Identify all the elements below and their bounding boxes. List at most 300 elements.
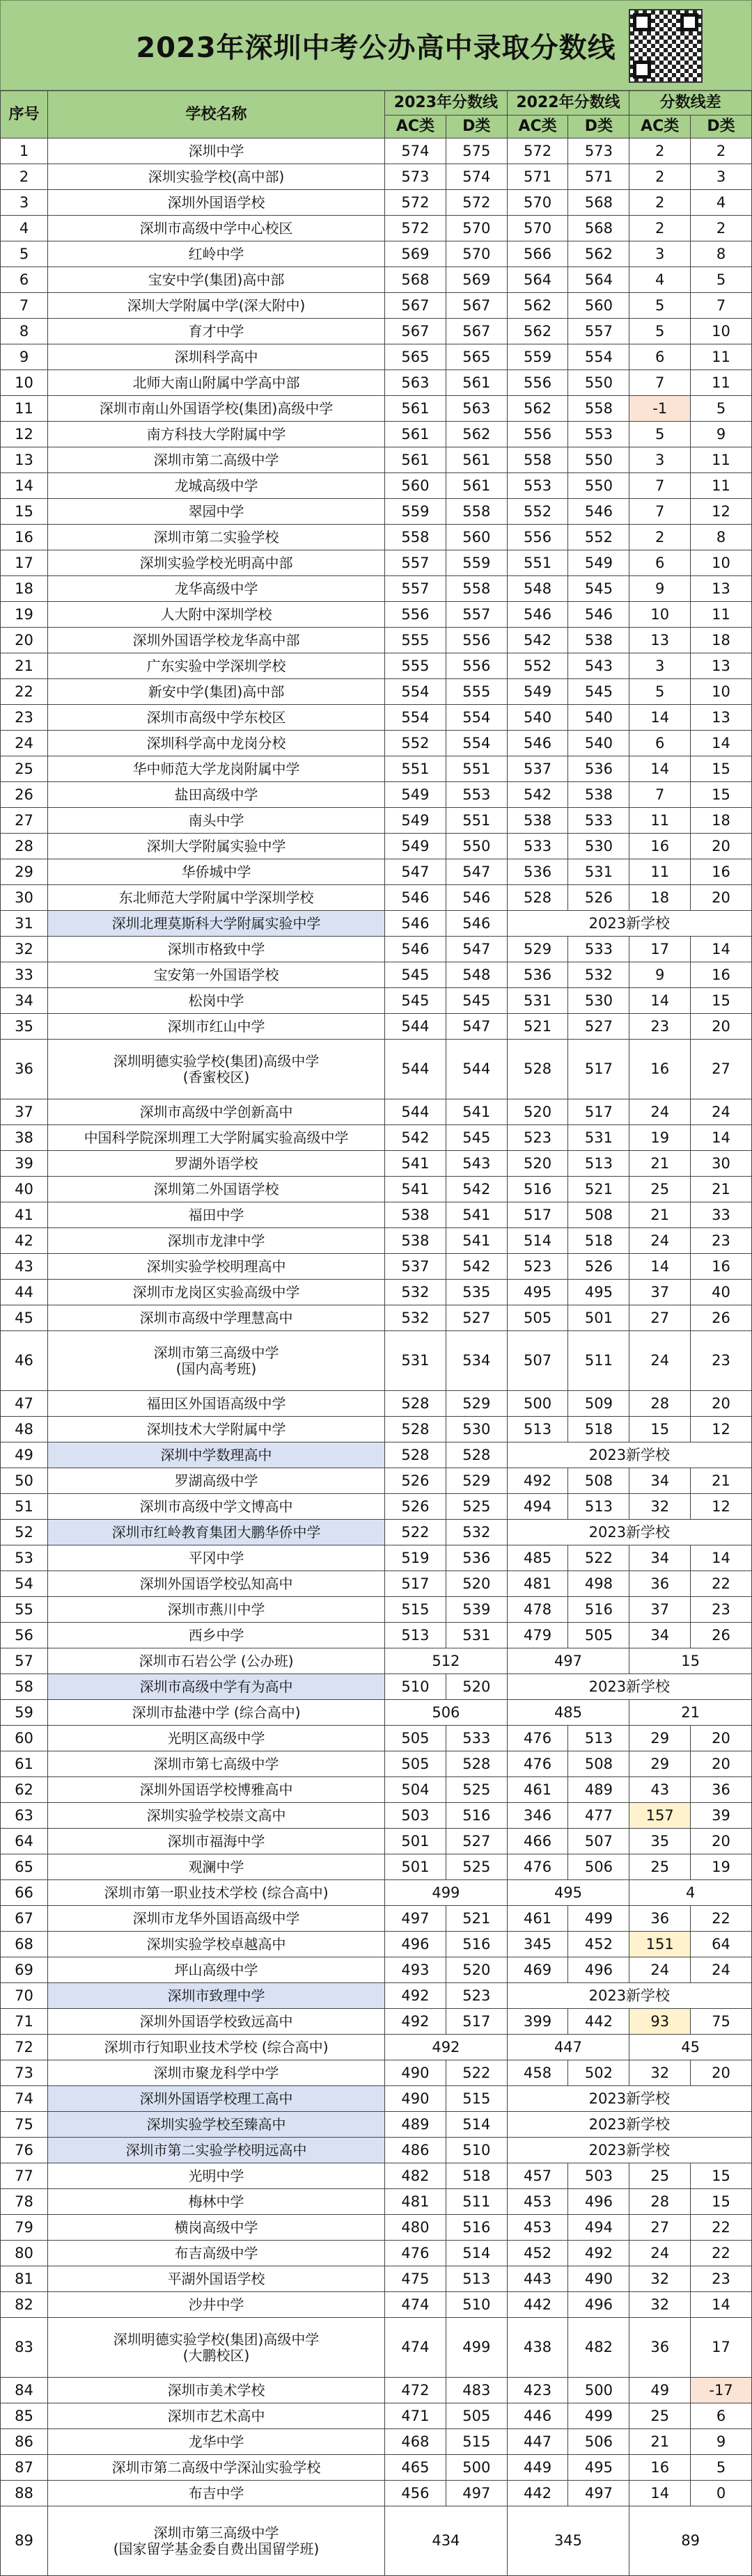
score-2023-d: 520 <box>446 1674 507 1700</box>
score-2022-ac: 552 <box>507 653 568 679</box>
score-2023-d: 544 <box>446 1040 507 1099</box>
score-2022-ac: 523 <box>507 1254 568 1280</box>
score-2023-ac: 526 <box>385 1468 446 1494</box>
header-2023: 2023年分数线 <box>385 91 508 116</box>
score-2022-d: 516 <box>568 1597 629 1623</box>
table-row <box>1 1151 752 1177</box>
school-name: 布吉高级中学 <box>48 2241 385 2266</box>
score-2022-d: 513 <box>568 1726 629 1751</box>
diff-d: 18 <box>691 808 752 834</box>
score-2022-ac: 558 <box>507 447 568 473</box>
score-2022-d: 482 <box>568 2318 629 2378</box>
school-name: 深圳市盐港中学 (综合高中) <box>48 1700 385 1726</box>
table-header <box>1 91 752 138</box>
score-2023-d: 561 <box>446 370 507 396</box>
diff-d: 14 <box>691 1545 752 1571</box>
table-row <box>1 731 752 756</box>
score-2023-ac: 505 <box>385 1726 446 1751</box>
school-name: 深圳实验学校明理高中 <box>48 1254 385 1280</box>
score-2023-d: 525 <box>446 1494 507 1520</box>
row-index: 29 <box>1 859 48 885</box>
school-name: 沙井中学 <box>48 2292 385 2318</box>
score-2023-ac: 549 <box>385 808 446 834</box>
row-index: 59 <box>1 1700 48 1726</box>
score-2023-ac: 549 <box>385 782 446 808</box>
table-row <box>1 2241 752 2266</box>
score-2022-d: 550 <box>568 447 629 473</box>
diff-d: 22 <box>691 1906 752 1932</box>
school-name: 红岭中学 <box>48 241 385 267</box>
score-2022-ac: 461 <box>507 1777 568 1803</box>
table-row <box>1 782 752 808</box>
score-2023-d: 557 <box>446 602 507 628</box>
table-row <box>1 2009 752 2035</box>
score-2022-d: 513 <box>568 1151 629 1177</box>
table-row <box>1 2506 752 2576</box>
table-row <box>1 1777 752 1803</box>
score-2023-ac: 558 <box>385 525 446 550</box>
table-row <box>1 1803 752 1829</box>
diff-d: 11 <box>691 447 752 473</box>
table-row <box>1 1623 752 1648</box>
diff-d: 8 <box>691 241 752 267</box>
table-row <box>1 2318 752 2378</box>
score-2022-ac: 536 <box>507 962 568 988</box>
score-2023-d: 513 <box>446 2266 507 2292</box>
school-name: 光明区高级中学 <box>48 1726 385 1751</box>
header-2022: 2022年分数线 <box>507 91 629 116</box>
diff-ac: 14 <box>629 1254 691 1280</box>
school-name: 深圳大学附属中学(深大附中) <box>48 293 385 319</box>
new-school-note: 2023新学校 <box>507 1674 751 1700</box>
row-index: 63 <box>1 1803 48 1829</box>
diff-ac: 16 <box>629 2455 691 2481</box>
table-row <box>1 808 752 834</box>
score-2022-ac: 540 <box>507 705 568 731</box>
table-row <box>1 1331 752 1391</box>
score-2023-d: 547 <box>446 937 507 962</box>
score-2023-ac: 561 <box>385 396 446 422</box>
score-2022-d: 540 <box>568 705 629 731</box>
diff-d: 15 <box>691 2189 752 2215</box>
score-2023-merged: 499 <box>385 1880 508 1906</box>
score-2023-ac: 528 <box>385 1391 446 1417</box>
row-index: 83 <box>1 2318 48 2378</box>
school-name: 深圳外国语学校致远高中 <box>48 2009 385 2035</box>
school-name: 翠园中学 <box>48 499 385 525</box>
table-row <box>1 1751 752 1777</box>
score-2023-d: 514 <box>446 2241 507 2266</box>
score-2023-ac: 474 <box>385 2292 446 2318</box>
school-name: 深圳实验学校崇文高中 <box>48 1803 385 1829</box>
table-row <box>1 293 752 319</box>
score-2022-d: 546 <box>568 499 629 525</box>
diff-d: 16 <box>691 1254 752 1280</box>
school-name: 深圳市龙华外国语高级中学 <box>48 1906 385 1932</box>
school-name: 深圳市高级中学东校区 <box>48 705 385 731</box>
school-name: 龙华中学 <box>48 2429 385 2455</box>
table-row <box>1 2215 752 2241</box>
row-index: 33 <box>1 962 48 988</box>
new-school-note: 2023新学校 <box>507 2112 751 2138</box>
score-2022-d: 527 <box>568 1014 629 1040</box>
header-diff: 分数线差 <box>629 91 752 116</box>
score-2022-merged: 485 <box>507 1700 629 1726</box>
row-index: 51 <box>1 1494 48 1520</box>
score-2022-ac: 492 <box>507 1468 568 1494</box>
score-2023-ac: 503 <box>385 1803 446 1829</box>
score-2023-ac: 557 <box>385 550 446 576</box>
score-2023-d: 554 <box>446 705 507 731</box>
table-row <box>1 499 752 525</box>
score-2023-d: 539 <box>446 1597 507 1623</box>
table-row <box>1 1125 752 1151</box>
score-2023-d: 572 <box>446 190 507 216</box>
row-index: 40 <box>1 1177 48 1202</box>
school-name: 北师大南山附属中学高中部 <box>48 370 385 396</box>
diff-ac: 24 <box>629 1099 691 1125</box>
table-row <box>1 1545 752 1571</box>
score-2023-d: 541 <box>446 1202 507 1228</box>
score-2022-ac: 551 <box>507 550 568 576</box>
diff-merged: 45 <box>629 2035 752 2060</box>
row-index: 60 <box>1 1726 48 1751</box>
diff-d: 10 <box>691 319 752 344</box>
diff-d: -17 <box>691 2378 752 2403</box>
score-2022-ac: 553 <box>507 473 568 499</box>
diff-d: 20 <box>691 885 752 911</box>
score-2022-d: 568 <box>568 216 629 241</box>
school-name: 中国科学院深圳理工大学附属实验高级中学 <box>48 1125 385 1151</box>
diff-ac: 27 <box>629 1305 691 1331</box>
diff-d: 9 <box>691 422 752 447</box>
score-2023-ac: 574 <box>385 138 446 164</box>
diff-d: 9 <box>691 2429 752 2455</box>
score-2023-d: 567 <box>446 293 507 319</box>
table-row <box>1 2138 752 2163</box>
diff-ac: 3 <box>629 241 691 267</box>
diff-ac: 13 <box>629 628 691 653</box>
score-2022-d: 558 <box>568 396 629 422</box>
row-index: 53 <box>1 1545 48 1571</box>
score-2022-ac: 476 <box>507 1751 568 1777</box>
diff-d: 16 <box>691 962 752 988</box>
new-school-note: 2023新学校 <box>507 2138 751 2163</box>
score-2022-ac: 546 <box>507 602 568 628</box>
score-2022-d: 552 <box>568 525 629 550</box>
diff-ac: 34 <box>629 1545 691 1571</box>
new-school-note: 2023新学校 <box>507 1983 751 2009</box>
row-index: 31 <box>1 911 48 937</box>
score-2022-d: 503 <box>568 2163 629 2189</box>
row-index: 73 <box>1 2060 48 2086</box>
diff-d: 6 <box>691 2403 752 2429</box>
diff-ac: 157 <box>629 1803 691 1829</box>
diff-merged: 4 <box>629 1880 752 1906</box>
table-row <box>1 164 752 190</box>
diff-ac: 10 <box>629 602 691 628</box>
score-2023-d: 505 <box>446 2403 507 2429</box>
score-2022-ac: 556 <box>507 370 568 396</box>
score-2023-ac: 572 <box>385 190 446 216</box>
school-name: 华中师范大学龙岗附属中学 <box>48 756 385 782</box>
row-index: 71 <box>1 2009 48 2035</box>
diff-ac: 19 <box>629 1125 691 1151</box>
row-index: 25 <box>1 756 48 782</box>
score-2023-d: 532 <box>446 1520 507 1545</box>
score-2022-ac: 442 <box>507 2481 568 2506</box>
school-name: 深圳市行知职业技术学校 (综合高中) <box>48 2035 385 2060</box>
diff-ac: 21 <box>629 2429 691 2455</box>
score-2022-d: 502 <box>568 2060 629 2086</box>
table-row <box>1 1442 752 1468</box>
table-row <box>1 602 752 628</box>
school-name: 深圳市第三高级中学 (国家留学基金委自费出国留学班) <box>48 2506 385 2576</box>
diff-ac: 37 <box>629 1280 691 1305</box>
score-2023-ac: 559 <box>385 499 446 525</box>
diff-ac: 2 <box>629 164 691 190</box>
diff-d: 12 <box>691 1494 752 1520</box>
table-row <box>1 1880 752 1906</box>
score-2022-d: 496 <box>568 1957 629 1983</box>
diff-d: 15 <box>691 782 752 808</box>
score-2023-ac: 482 <box>385 2163 446 2189</box>
score-2023-d: 517 <box>446 2009 507 2035</box>
diff-d: 11 <box>691 602 752 628</box>
score-2023-d: 523 <box>446 1983 507 2009</box>
table-row <box>1 2035 752 2060</box>
score-2022-ac: 520 <box>507 1151 568 1177</box>
table-row <box>1 550 752 576</box>
diff-d: 13 <box>691 576 752 602</box>
score-2023-d: 497 <box>446 2481 507 2506</box>
score-2023-d: 529 <box>446 1468 507 1494</box>
table-row <box>1 2266 752 2292</box>
score-2023-ac: 541 <box>385 1177 446 1202</box>
diff-d: 20 <box>691 1014 752 1040</box>
table-row <box>1 1983 752 2009</box>
school-name: 深圳外国语学校博雅高中 <box>48 1777 385 1803</box>
table-row <box>1 1700 752 1726</box>
diff-ac: 25 <box>629 2163 691 2189</box>
score-2023-d: 546 <box>446 885 507 911</box>
score-2022-d: 489 <box>568 1777 629 1803</box>
score-2023-d: 569 <box>446 267 507 293</box>
score-2022-d: 505 <box>568 1623 629 1648</box>
table-row <box>1 1099 752 1125</box>
diff-d: 8 <box>691 525 752 550</box>
score-2023-d: 518 <box>446 2163 507 2189</box>
score-2022-ac: 523 <box>507 1125 568 1151</box>
score-2023-d: 556 <box>446 628 507 653</box>
score-2022-d: 498 <box>568 1571 629 1597</box>
diff-ac: 93 <box>629 2009 691 2035</box>
score-2023-d: 510 <box>446 2138 507 2163</box>
school-name: 深圳市龙津中学 <box>48 1228 385 1254</box>
table-row <box>1 1468 752 1494</box>
row-index: 35 <box>1 1014 48 1040</box>
row-index: 2 <box>1 164 48 190</box>
table-row <box>1 216 752 241</box>
score-2022-d: 536 <box>568 756 629 782</box>
score-2023-ac: 475 <box>385 2266 446 2292</box>
table-row <box>1 1391 752 1417</box>
score-2022-merged: 497 <box>507 1648 629 1674</box>
score-2022-ac: 453 <box>507 2215 568 2241</box>
school-name: 南方科技大学附属中学 <box>48 422 385 447</box>
score-2023-ac: 573 <box>385 164 446 190</box>
score-2023-ac: 528 <box>385 1417 446 1442</box>
score-2023-d: 546 <box>446 911 507 937</box>
table-row <box>1 628 752 653</box>
row-index: 7 <box>1 293 48 319</box>
school-name: 深圳大学附属实验中学 <box>48 834 385 859</box>
score-2023-d: 500 <box>446 2455 507 2481</box>
table-row <box>1 576 752 602</box>
score-2022-d: 545 <box>568 576 629 602</box>
score-2023-ac: 555 <box>385 653 446 679</box>
score-2023-ac: 561 <box>385 447 446 473</box>
diff-ac: 36 <box>629 1571 691 1597</box>
table-row <box>1 190 752 216</box>
row-index: 26 <box>1 782 48 808</box>
score-2023-d: 541 <box>446 1099 507 1125</box>
diff-ac: 6 <box>629 731 691 756</box>
score-2022-d: 508 <box>568 1202 629 1228</box>
table-row <box>1 1520 752 1545</box>
score-2023-ac: 557 <box>385 576 446 602</box>
score-2022-ac: 345 <box>507 1932 568 1957</box>
score-2023-ac: 465 <box>385 2455 446 2481</box>
row-index: 87 <box>1 2455 48 2481</box>
table-row <box>1 1417 752 1442</box>
school-name: 龙华高级中学 <box>48 576 385 602</box>
header-2022-d: D类 <box>568 116 629 138</box>
school-name: 深圳明德实验学校(集团)高级中学 (大鹏校区) <box>48 2318 385 2378</box>
header-2023-d: D类 <box>446 116 507 138</box>
diff-d: 0 <box>691 2481 752 2506</box>
diff-ac: 5 <box>629 319 691 344</box>
diff-d: 15 <box>691 988 752 1014</box>
diff-ac: 24 <box>629 1228 691 1254</box>
score-2022-d: 526 <box>568 885 629 911</box>
header-school-name: 学校名称 <box>48 91 385 138</box>
score-2022-ac: 528 <box>507 885 568 911</box>
school-name: 深圳实验学校至臻高中 <box>48 2112 385 2138</box>
score-2022-d: 562 <box>568 241 629 267</box>
score-2023-ac: 501 <box>385 1829 446 1854</box>
row-index: 49 <box>1 1442 48 1468</box>
score-2023-d: 570 <box>446 216 507 241</box>
score-2022-ac: 542 <box>507 628 568 653</box>
score-2023-d: 542 <box>446 1177 507 1202</box>
table-row <box>1 911 752 937</box>
score-2023-ac: 515 <box>385 1597 446 1623</box>
school-name: 深圳明德实验学校(集团)高级中学 (香蜜校区) <box>48 1040 385 1099</box>
score-2023-ac: 541 <box>385 1151 446 1177</box>
row-index: 10 <box>1 370 48 396</box>
school-name: 深圳市艺术高中 <box>48 2403 385 2429</box>
score-2023-d: 567 <box>446 319 507 344</box>
score-2022-ac: 500 <box>507 1391 568 1417</box>
row-index: 89 <box>1 2506 48 2576</box>
score-2023-d: 558 <box>446 499 507 525</box>
score-2023-ac: 522 <box>385 1520 446 1545</box>
row-index: 41 <box>1 1202 48 1228</box>
row-index: 66 <box>1 1880 48 1906</box>
school-name: 深圳外国语学校龙华高中部 <box>48 628 385 653</box>
score-2023-ac: 555 <box>385 628 446 653</box>
score-2023-ac: 513 <box>385 1623 446 1648</box>
score-2022-ac: 529 <box>507 937 568 962</box>
score-2023-d: 554 <box>446 731 507 756</box>
table-row <box>1 1254 752 1280</box>
score-2023-ac: 546 <box>385 937 446 962</box>
row-index: 8 <box>1 319 48 344</box>
school-name: 东北师范大学附属中学深圳学校 <box>48 885 385 911</box>
school-name: 横岗高级中学 <box>48 2215 385 2241</box>
table-row <box>1 1305 752 1331</box>
row-index: 88 <box>1 2481 48 2506</box>
score-2023-d: 551 <box>446 756 507 782</box>
diff-d: 2 <box>691 216 752 241</box>
new-school-note: 2023新学校 <box>507 911 751 937</box>
score-2022-d: 477 <box>568 1803 629 1829</box>
score-2022-d: 509 <box>568 1391 629 1417</box>
school-name: 深圳实验学校(高中部) <box>48 164 385 190</box>
score-2022-ac: 562 <box>507 396 568 422</box>
school-name: 深圳外国语学校理工高中 <box>48 2086 385 2112</box>
table-row <box>1 1932 752 1957</box>
diff-ac: 17 <box>629 937 691 962</box>
diff-ac: 3 <box>629 447 691 473</box>
row-index: 34 <box>1 988 48 1014</box>
diff-ac: 4 <box>629 267 691 293</box>
score-2022-ac: 542 <box>507 782 568 808</box>
qr-code-icon <box>629 9 703 83</box>
score-2022-ac: 479 <box>507 1623 568 1648</box>
school-name: 深圳科学高中 <box>48 344 385 370</box>
diff-d: 20 <box>691 1391 752 1417</box>
score-2022-d: 549 <box>568 550 629 576</box>
score-2022-d: 500 <box>568 2378 629 2403</box>
school-name: 深圳外国语学校 <box>48 190 385 216</box>
diff-d: 22 <box>691 2241 752 2266</box>
table-row <box>1 962 752 988</box>
diff-d: 39 <box>691 1803 752 1829</box>
table-row <box>1 2481 752 2506</box>
diff-d: 21 <box>691 1468 752 1494</box>
diff-d: 21 <box>691 1177 752 1202</box>
school-name: 深圳市第一职业技术学校 (综合高中) <box>48 1880 385 1906</box>
diff-d: 17 <box>691 2318 752 2378</box>
row-index: 15 <box>1 499 48 525</box>
diff-d: 13 <box>691 653 752 679</box>
score-2023-d: 558 <box>446 576 507 602</box>
score-2022-d: 530 <box>568 988 629 1014</box>
row-index: 39 <box>1 1151 48 1177</box>
score-2022-ac: 466 <box>507 1829 568 1854</box>
score-2023-d: 516 <box>446 1803 507 1829</box>
score-2023-d: 531 <box>446 1623 507 1648</box>
score-2022-ac: 559 <box>507 344 568 370</box>
table-row <box>1 2086 752 2112</box>
score-2023-d: 510 <box>446 2292 507 2318</box>
score-2023-ac: 549 <box>385 834 446 859</box>
header-index: 序号 <box>1 91 48 138</box>
header-2023-ac: AC类 <box>385 116 446 138</box>
score-2022-ac: 514 <box>507 1228 568 1254</box>
